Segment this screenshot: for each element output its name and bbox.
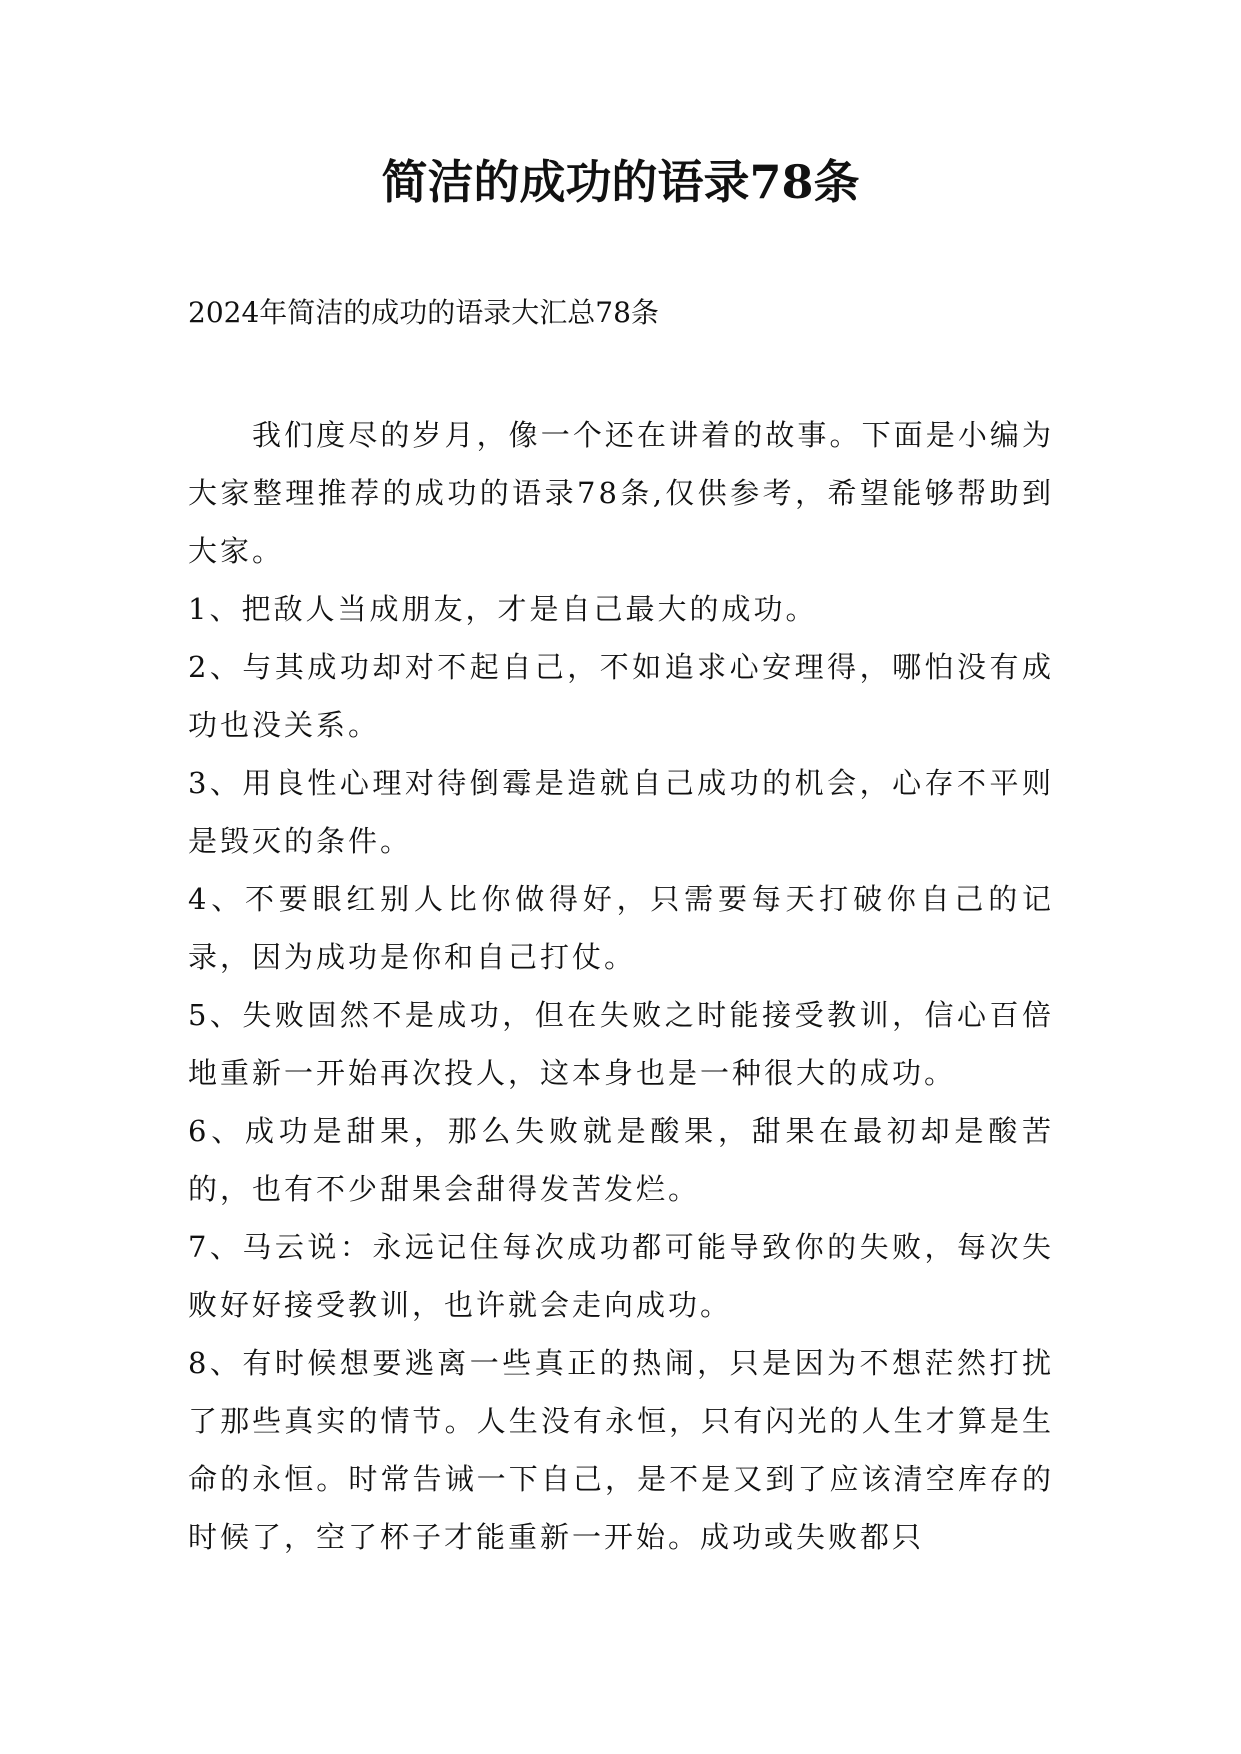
intro-paragraph: 我们度尽的岁月，像一个还在讲着的故事。下面是小编为大家整理推荐的成功的语录78条,仅供参考，希望能够帮助到大家。 [188,418,1054,568]
document-subtitle: 2024年简洁的成功的语录大汇总78条 [188,296,659,329]
quote-item-3: 3、用良性心理对待倒霉是造就自己成功的机会，心存不平则是毁灭的条件。 [188,766,1054,858]
document-title: 简洁的成功的语录78条 [381,155,860,209]
quote-item-5: 5、失败固然不是成功，但在失败之时能接受教训，信心百倍地重新一开始再次投人，这本身也是一种很大的成功。 [188,998,1054,1090]
document-body [188,406,1054,1566]
quote-item-7: 7、马云说：永远记住每次成功都可能导致你的失败，每次失败好好接受教训，也许就会走向成功。 [188,1230,1054,1322]
quote-item-2: 2、与其成功却对不起自己，不如追求心安理得，哪怕没有成功也没关系。 [188,650,1054,742]
quote-item-6: 6、成功是甜果，那么失败就是酸果，甜果在最初却是酸苦的，也有不少甜果会甜得发苦发烂。 [188,1114,1054,1206]
quote-item-4: 4、不要眼红别人比你做得好，只需要每天打破你自己的记录，因为成功是你和自己打仗。 [188,882,1054,974]
quote-item-8: 8、有时候想要逃离一些真正的热闹，只是因为不想茫然打扰了那些真实的情节。人生没有永恒，只有闪光的人生才算是生命的永恒。时常告诫一下自己，是不是又到了应该清空库存的时候了，空了杯子才能重新一开始。成功或失败都只 [188,1346,1054,1554]
quote-item-1: 1、把敌人当成朋友，才是自己最大的成功。 [188,592,818,626]
